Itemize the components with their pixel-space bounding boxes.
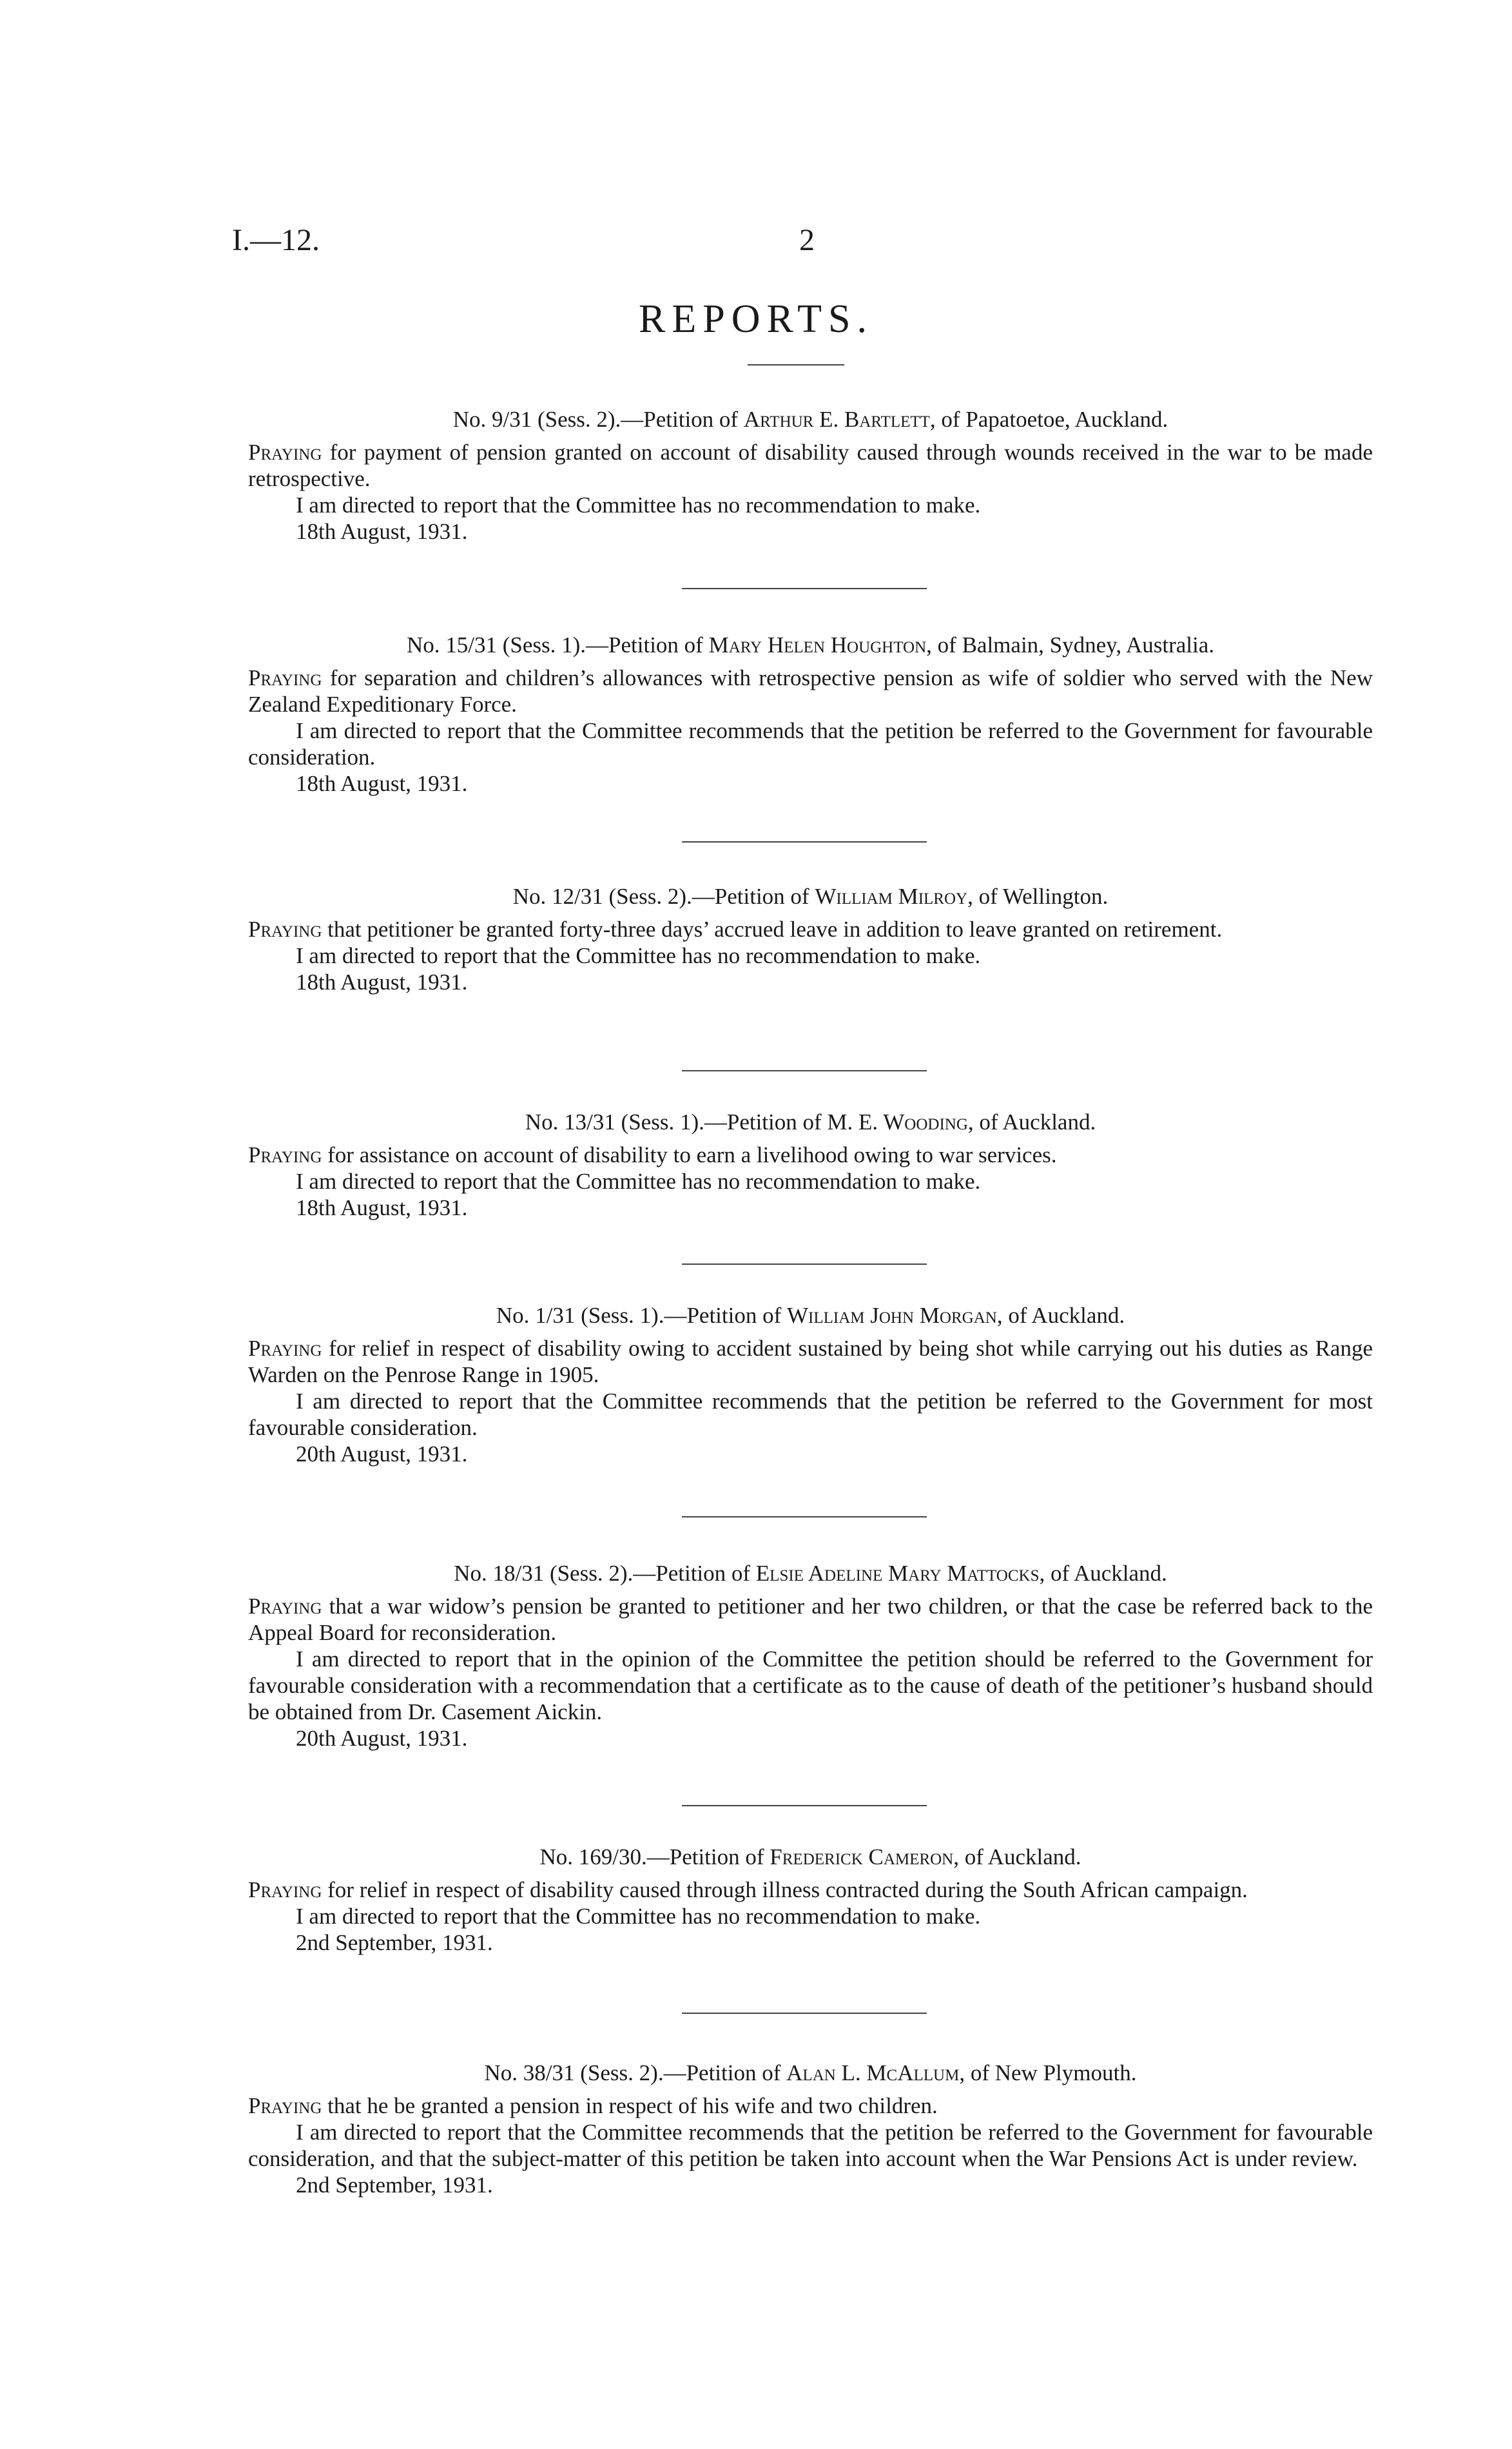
praying-text: Praying for separation and children’s allowances with retrospective pension as wife of soldier who served with the New Zealand Expeditionary Force. bbox=[248, 665, 1373, 717]
page-title: REPORTS. bbox=[639, 297, 873, 341]
praying-text: Praying for relief in respect of disability caused through illness contracted during the South African campaign. bbox=[248, 1877, 1248, 1902]
praying-text: Praying for relief in respect of disability owing to accident sustained by being shot while carrying out his duties as Range Warden on the Penrose Range in 1905. bbox=[248, 1336, 1373, 1387]
section-divider bbox=[682, 841, 927, 843]
praying-text: Praying for payment of pension granted on account of disability caused through wounds received in the war to be made retrospective. bbox=[248, 440, 1373, 491]
petition-entry-6 bbox=[248, 1560, 1373, 1751]
report-date: 18th August, 1931. bbox=[296, 1195, 468, 1220]
petition-heading: No. 1/31 (Sess. 1).—Petition of William John Morgan, of Auckland. bbox=[496, 1303, 1125, 1328]
petition-heading: No. 169/30.—Petition of Frederick Cameron, of Auckland. bbox=[539, 1844, 1081, 1869]
praying-text: Praying that petitioner be granted forty-three days’ accrued leave in addition to leave granted on retirement. bbox=[248, 917, 1223, 942]
petition-heading: No. 13/31 (Sess. 1).—Petition of M. E. Wooding, of Auckland. bbox=[525, 1109, 1096, 1135]
petitioner-name: Elsie Adeline Mary Mattocks bbox=[755, 1561, 1040, 1586]
section-divider bbox=[682, 588, 927, 589]
report-text: I am directed to report that the Committee has no recommendation to make. bbox=[296, 943, 981, 968]
petitioner-name: Arthur E. Bartlett bbox=[743, 407, 930, 432]
report-text: I am directed to report that in the opinion of the Committee the petition should be referred to the Government for favourable consideration with a recommendation that a certificate as to the cause of death of the petitioner’s husband should be obtained from Dr. Casement Aickin. bbox=[248, 1646, 1373, 1724]
report-date: 20th August, 1931. bbox=[296, 1726, 468, 1751]
petitioner-name: Mary Helen Houghton bbox=[708, 632, 927, 658]
petition-entry-5 bbox=[248, 1302, 1373, 1467]
report-text: I am directed to report that the Committee has no recommendation to make. bbox=[296, 493, 981, 518]
report-date: 18th August, 1931. bbox=[296, 519, 468, 544]
praying-text: Praying that a war widow’s pension be granted to petitioner and her two children, or that the case be referred back to the Appeal Board for reconsideration. bbox=[248, 1594, 1373, 1645]
petition-entry-4 bbox=[248, 1109, 1373, 1221]
petition-entry-3 bbox=[248, 883, 1373, 995]
petitioner-name: Alan L. McAllum bbox=[786, 2060, 960, 2085]
report-date: 2nd September, 1931. bbox=[296, 1930, 493, 1955]
petition-entry-1 bbox=[248, 406, 1373, 545]
page-number: 2 bbox=[799, 223, 815, 257]
praying-text: Praying for assistance on account of disability to earn a livelihood owing to war services. bbox=[248, 1142, 1057, 1167]
petition-heading: No. 12/31 (Sess. 2).—Petition of William Milroy, of Wellington. bbox=[512, 884, 1109, 909]
title-divider bbox=[748, 364, 844, 366]
petition-entry-7 bbox=[248, 1844, 1373, 1956]
praying-text: Praying that he be granted a pension in respect of his wife and two children. bbox=[248, 2093, 938, 2118]
report-date: 18th August, 1931. bbox=[296, 771, 468, 796]
report-date: 20th August, 1931. bbox=[296, 1441, 468, 1467]
petitioner-name: Frederick Cameron bbox=[770, 1844, 954, 1869]
petitioner-name: William John Morgan bbox=[787, 1303, 997, 1328]
petition-heading: No. 9/31 (Sess. 2).—Petition of Arthur E. Bartlett, of Papatoetoe, Auckland. bbox=[452, 407, 1168, 432]
report-date: 2nd September, 1931. bbox=[296, 2172, 493, 2198]
document-code: I.—12. bbox=[232, 223, 320, 257]
report-date: 18th August, 1931. bbox=[296, 970, 468, 995]
report-text: I am directed to report that the Committee recommends that the petition be referred to the Government for favourable consideration, and that the subject-matter of this petition be taken into account when the War Pensions Act is under review. bbox=[248, 2120, 1373, 2171]
section-divider bbox=[682, 1516, 927, 1517]
petitioner-name: William Milroy bbox=[815, 884, 968, 909]
report-text: I am directed to report that the Committee has no recommendation to make. bbox=[296, 1169, 981, 1194]
petition-heading: No. 38/31 (Sess. 2).—Petition of Alan L. McAllum, of New Plymouth. bbox=[484, 2060, 1137, 2085]
section-divider bbox=[682, 1805, 927, 1806]
report-text: I am directed to report that the Committee recommends that the petition be referred to the Government for favourable consideration. bbox=[248, 718, 1373, 770]
section-divider bbox=[682, 1070, 927, 1071]
section-divider bbox=[682, 1264, 927, 1265]
report-text: I am directed to report that the Committee recommends that the petition be referred to the Government for most favourable consideration. bbox=[248, 1389, 1373, 1440]
report-text: I am directed to report that the Committee has no recommendation to make. bbox=[296, 1904, 981, 1929]
section-divider bbox=[682, 2013, 927, 2014]
petition-entry-2 bbox=[248, 632, 1373, 797]
petitioner-name: M. E. Wooding bbox=[827, 1109, 968, 1135]
petition-entry-8 bbox=[248, 2060, 1373, 2198]
petition-heading: No. 15/31 (Sess. 1).—Petition of Mary Helen Houghton, of Balmain, Sydney, Australia. bbox=[406, 632, 1215, 658]
petition-heading: No. 18/31 (Sess. 2).—Petition of Elsie Adeline Mary Mattocks, of Auckland. bbox=[454, 1561, 1167, 1586]
